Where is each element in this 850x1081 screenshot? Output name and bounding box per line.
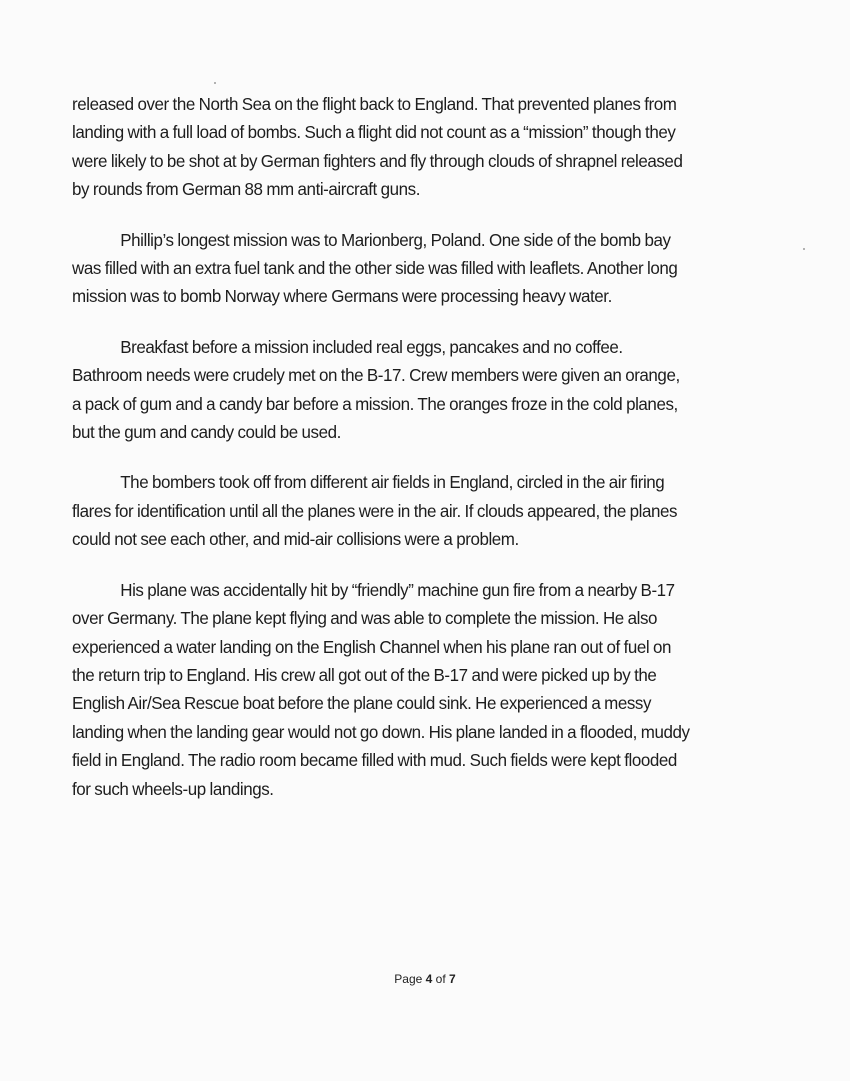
scan-speck xyxy=(214,82,216,84)
page-prefix: Page xyxy=(394,972,426,986)
paragraph-1: released over the North Sea on the flight back to England. That prevented planes from landing with a full load of bombs. Such a flight did not count as a “mission” though they were likely to be shot at by German fighters and fly through clouds of shrapnel released by rounds from German 88 mm anti-aircraft guns. xyxy=(72,94,683,200)
scan-speck xyxy=(803,248,805,250)
page-of-label: of xyxy=(432,972,450,986)
paragraph-4: The bombers took off from different air fields in England, circled in the air firing flares for identification until all the planes were in the air. If clouds appeared, the planes could not see each other, and mid-air collisions were a problem. xyxy=(72,472,678,550)
paragraph-3: Breakfast before a mission included real eggs, pancakes and no coffee. Bathroom needs were crudely met on the B-17. Crew members were given an orange, a pack of gum and a candy bar before a mission. The oranges froze in the cold planes, but the gum and candy could be used. xyxy=(72,336,680,443)
page-total: 7 xyxy=(449,972,456,986)
document-body xyxy=(72,90,690,825)
page-number: 4 xyxy=(425,972,433,986)
paragraph-2: Phillip’s longest mission was to Marionberg, Poland. One side of the bomb bay was filled with an extra fuel tank and the other side was filled with leaflets. Another long mission was to bomb Norway where Germans were processing heavy water. xyxy=(72,229,678,307)
page-footer xyxy=(0,972,850,986)
paragraph-5: His plane was accidentally hit by “friendly” machine gun fire from a nearby B-17 over Germany. The plane kept flying and was able to complete the mission. He also experienced a water landing on the English Channel when his plane ran out of fuel on the return trip to England. His crew all got out of the B-17 and were picked up by the English Air/Sea Rescue boat before the plane could sink. He experienced a messy landing when the landing gear would not go down. His plane landed in a flooded, muddy field in England. The radio room became filled with mud. Such fields were kept flooded for such wheels-up landings. xyxy=(72,579,690,799)
